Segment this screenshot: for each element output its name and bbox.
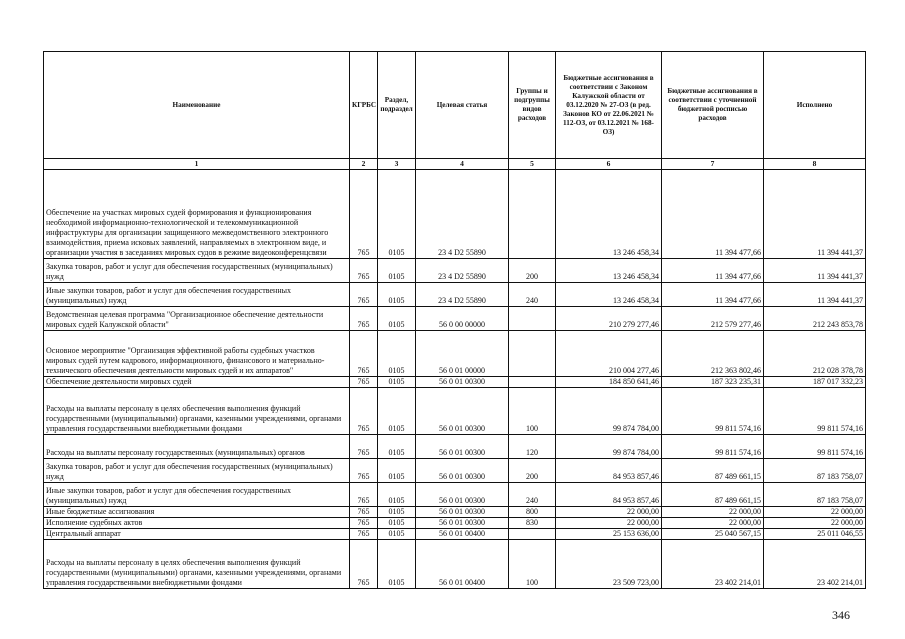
header-section: Раздел, подраздел <box>378 52 416 159</box>
cell-name: Основное мероприятие "Организация эффективной работы судебных участков мировых судей путем кадрового, информационного, финансового и материально-технического обеспечения деятельности мировых судей и их аппаратов" <box>44 331 350 377</box>
cell-group <box>509 331 556 377</box>
cell-done: 99 811 574,16 <box>764 388 866 435</box>
cell-kgrbs: 765 <box>350 388 378 435</box>
cell-done: 87 183 758,07 <box>764 483 866 507</box>
cell-kgrbs: 765 <box>350 540 378 589</box>
column-number: 3 <box>378 159 416 170</box>
table-row <box>44 518 866 529</box>
cell-done: 187 017 332,23 <box>764 377 866 388</box>
header-plan-allocations: Бюджетные ассигнования в соответствии с уточненной бюджетной росписью расходов <box>662 52 764 159</box>
cell-done: 11 394 441,37 <box>764 283 866 307</box>
cell-plan: 11 394 477,66 <box>662 170 764 259</box>
cell-section: 0105 <box>378 170 416 259</box>
cell-name: Закупка товаров, работ и услуг для обеспечения государственных (муниципальных) нужд <box>44 459 350 483</box>
table-row <box>44 459 866 483</box>
cell-law: 13 246 458,34 <box>556 170 662 259</box>
cell-law: 184 850 641,46 <box>556 377 662 388</box>
cell-plan: 87 489 661,15 <box>662 483 764 507</box>
cell-plan: 22 000,00 <box>662 518 764 529</box>
cell-done: 23 402 214,01 <box>764 540 866 589</box>
cell-name: Расходы на выплаты персоналу в целях обеспечения выполнения функций государственными (муниципальными) органами, казенными учреждениями, органами управления государственными внебюджетными фондами <box>44 388 350 435</box>
cell-group: 800 <box>509 507 556 518</box>
cell-kgrbs: 765 <box>350 483 378 507</box>
cell-plan: 99 811 574,16 <box>662 435 764 459</box>
header-executed: Исполнено <box>764 52 866 159</box>
table-row <box>44 435 866 459</box>
cell-target: 56 0 01 00300 <box>416 483 509 507</box>
cell-section: 0105 <box>378 540 416 589</box>
header-target: Целевая статья <box>416 52 509 159</box>
cell-law: 210 279 277,46 <box>556 307 662 331</box>
table-row <box>44 259 866 283</box>
header-group: Группы и подгруппы видов расходов <box>509 52 556 159</box>
column-number: 4 <box>416 159 509 170</box>
cell-kgrbs: 765 <box>350 307 378 331</box>
cell-name: Ведомственная целевая программа "Организационное обеспечение деятельности мировых судей Калужской области" <box>44 307 350 331</box>
cell-done: 11 394 441,37 <box>764 170 866 259</box>
cell-plan: 22 000,00 <box>662 507 764 518</box>
cell-plan: 187 323 235,31 <box>662 377 764 388</box>
table-row <box>44 540 866 589</box>
cell-section: 0105 <box>378 283 416 307</box>
cell-plan: 25 040 567,15 <box>662 529 764 540</box>
header-kgrbs: КГРБС <box>350 52 378 159</box>
cell-plan: 11 394 477,66 <box>662 259 764 283</box>
cell-target: 56 0 01 00300 <box>416 518 509 529</box>
cell-done: 87 183 758,07 <box>764 459 866 483</box>
column-number: 7 <box>662 159 764 170</box>
cell-name: Исполнение судебных актов <box>44 518 350 529</box>
cell-target: 56 0 01 00400 <box>416 529 509 540</box>
cell-law: 22 000,00 <box>556 518 662 529</box>
cell-section: 0105 <box>378 388 416 435</box>
cell-plan: 212 363 802,46 <box>662 331 764 377</box>
cell-group <box>509 529 556 540</box>
cell-done: 212 243 853,78 <box>764 307 866 331</box>
cell-law: 13 246 458,34 <box>556 283 662 307</box>
cell-section: 0105 <box>378 459 416 483</box>
cell-name: Иные бюджетные ассигнования <box>44 507 350 518</box>
column-number: 6 <box>556 159 662 170</box>
cell-target: 56 0 01 00400 <box>416 540 509 589</box>
table-row <box>44 483 866 507</box>
page-number: 346 <box>832 608 850 622</box>
cell-name: Закупка товаров, работ и услуг для обеспечения государственных (муниципальных) нужд <box>44 259 350 283</box>
cell-group <box>509 377 556 388</box>
cell-kgrbs: 765 <box>350 459 378 483</box>
cell-name: Иные закупки товаров, работ и услуг для обеспечения государственных (муниципальных) нужд <box>44 283 350 307</box>
cell-group: 240 <box>509 483 556 507</box>
cell-kgrbs: 765 <box>350 529 378 540</box>
table-row <box>44 283 866 307</box>
cell-plan: 23 402 214,01 <box>662 540 764 589</box>
cell-target: 56 0 01 00000 <box>416 331 509 377</box>
cell-section: 0105 <box>378 507 416 518</box>
table-row <box>44 388 866 435</box>
cell-law: 84 953 857,46 <box>556 483 662 507</box>
cell-law: 22 000,00 <box>556 507 662 518</box>
cell-section: 0105 <box>378 259 416 283</box>
cell-group: 100 <box>509 388 556 435</box>
cell-group <box>509 307 556 331</box>
cell-law: 84 953 857,46 <box>556 459 662 483</box>
cell-law: 13 246 458,34 <box>556 259 662 283</box>
cell-section: 0105 <box>378 435 416 459</box>
cell-plan: 212 579 277,46 <box>662 307 764 331</box>
cell-target: 56 0 01 00300 <box>416 388 509 435</box>
cell-target: 56 0 01 00300 <box>416 435 509 459</box>
cell-section: 0105 <box>378 377 416 388</box>
column-number: 5 <box>509 159 556 170</box>
column-number: 8 <box>764 159 866 170</box>
budget-table <box>43 51 866 589</box>
cell-kgrbs: 765 <box>350 170 378 259</box>
cell-kgrbs: 765 <box>350 518 378 529</box>
cell-done: 212 028 378,78 <box>764 331 866 377</box>
cell-done: 22 000,00 <box>764 507 866 518</box>
table-row <box>44 507 866 518</box>
cell-name: Обеспечение деятельности мировых судей <box>44 377 350 388</box>
cell-done: 99 811 574,16 <box>764 435 866 459</box>
cell-kgrbs: 765 <box>350 331 378 377</box>
cell-kgrbs: 765 <box>350 507 378 518</box>
cell-group: 120 <box>509 435 556 459</box>
table-row <box>44 170 866 259</box>
header-law-allocations: Бюджетные ассигнования в соответствии с Законом Калужской области от 03.12.2020 № 27-ОЗ (в ред. Законов КО от 22.06.2021 № 112-ОЗ, от 03.12.2021 № 168-ОЗ) <box>556 52 662 159</box>
cell-law: 210 004 277,46 <box>556 331 662 377</box>
cell-section: 0105 <box>378 529 416 540</box>
header-name: Наименование <box>44 52 350 159</box>
cell-name: Обеспечение на участках мировых судей формирования и функционирования необходимой информационно-технологической и телекоммуникационной инфраструктуры для организации защищенного межведомственного электронного взаимодействия, приема исковых заявлений, направляемых в электронном виде, и организации участия в заседаниях мировых судов в режиме видеоконференцсвязи <box>44 170 350 259</box>
cell-done: 25 011 046,55 <box>764 529 866 540</box>
cell-target: 23 4 D2 55890 <box>416 259 509 283</box>
cell-section: 0105 <box>378 518 416 529</box>
cell-done: 11 394 441,37 <box>764 259 866 283</box>
cell-section: 0105 <box>378 307 416 331</box>
cell-group: 830 <box>509 518 556 529</box>
cell-section: 0105 <box>378 483 416 507</box>
column-number: 2 <box>350 159 378 170</box>
cell-done: 22 000,00 <box>764 518 866 529</box>
cell-plan: 99 811 574,16 <box>662 388 764 435</box>
cell-law: 23 509 723,00 <box>556 540 662 589</box>
cell-target: 23 4 D2 55890 <box>416 283 509 307</box>
cell-law: 99 874 784,00 <box>556 388 662 435</box>
cell-target: 23 4 D2 55890 <box>416 170 509 259</box>
cell-target: 56 0 01 00300 <box>416 459 509 483</box>
column-number-row <box>44 159 866 170</box>
cell-target: 56 0 00 00000 <box>416 307 509 331</box>
table-body <box>44 170 866 589</box>
cell-law: 99 874 784,00 <box>556 435 662 459</box>
cell-kgrbs: 765 <box>350 377 378 388</box>
cell-kgrbs: 765 <box>350 283 378 307</box>
cell-plan: 11 394 477,66 <box>662 283 764 307</box>
table-row <box>44 331 866 377</box>
cell-name: Иные закупки товаров, работ и услуг для обеспечения государственных (муниципальных) нужд <box>44 483 350 507</box>
cell-name: Расходы на выплаты персоналу государственных (муниципальных) органов <box>44 435 350 459</box>
cell-target: 56 0 01 00300 <box>416 507 509 518</box>
column-number: 1 <box>44 159 350 170</box>
cell-section: 0105 <box>378 331 416 377</box>
table-row <box>44 529 866 540</box>
header-row <box>44 52 866 159</box>
cell-law: 25 153 636,00 <box>556 529 662 540</box>
cell-name: Центральный аппарат <box>44 529 350 540</box>
cell-group: 240 <box>509 283 556 307</box>
cell-kgrbs: 765 <box>350 435 378 459</box>
cell-target: 56 0 01 00300 <box>416 377 509 388</box>
table-row <box>44 377 866 388</box>
cell-group: 200 <box>509 259 556 283</box>
cell-kgrbs: 765 <box>350 259 378 283</box>
cell-plan: 87 489 661,15 <box>662 459 764 483</box>
cell-group <box>509 170 556 259</box>
cell-name: Расходы на выплаты персоналу в целях обеспечения выполнения функций государственными (муниципальными) органами, казенными учреждениями, органами управления государственными внебюджетными фондами <box>44 540 350 589</box>
cell-group: 100 <box>509 540 556 589</box>
cell-group: 200 <box>509 459 556 483</box>
table-row <box>44 307 866 331</box>
